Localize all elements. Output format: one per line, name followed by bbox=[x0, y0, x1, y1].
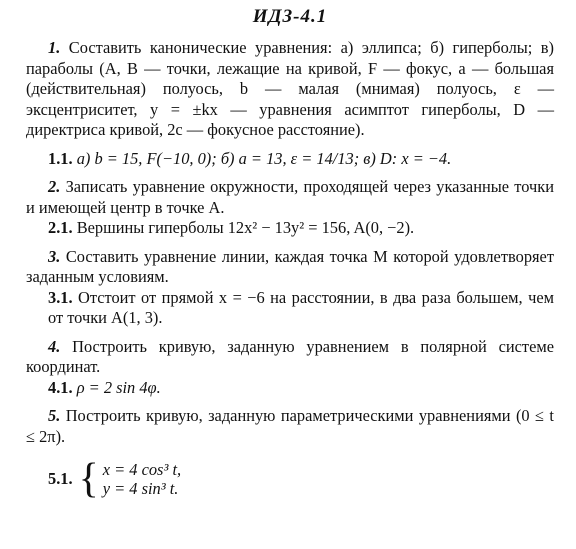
task-1-1-text: а) b = 15, F(−10, 0); б) a = 13, ε = 14/13; в) D: x = −4. bbox=[76, 148, 452, 168]
task-4-text: Построить кривую, заданную уравнением в полярной системе координат. bbox=[26, 336, 554, 376]
task-3-1-text: Отстоит от прямой x = −6 на расстоянии, в два раза большем, чем от точки A(1, 3). bbox=[48, 287, 554, 327]
task-5-number: 5. bbox=[48, 406, 61, 425]
task-3-1 bbox=[26, 288, 554, 329]
task-1-text: Составить канонические уравнения: а) эллипса; б) гиперболы; в) параболы (A, B — точки, лежащие на кривой, F — фокус, a — большая (действительная) полуось, b — малая (мнимая) полуось, ε — эксцентриситет, y = ±kx — уравнения асимптот гиперболы, D — директриса кривой, 2c — фокусное расстояние). bbox=[26, 38, 554, 139]
task-3-number: 3. bbox=[48, 246, 61, 266]
task-4-number: 4. bbox=[48, 336, 61, 356]
task-2-text: Записать уравнение окружности, проходящей через указанные точки и имеющей центр в точке A. bbox=[26, 177, 554, 217]
task-4 bbox=[26, 337, 554, 378]
task-5-text: Построить кривую, заданную параметрическими уравнениями (0 ≤ t ≤ 2π). bbox=[26, 406, 554, 446]
task-1 bbox=[26, 38, 554, 141]
task-3-text: Составить уравнение линии, каждая точка M которой удовлетворяет заданным условиям. bbox=[26, 246, 554, 286]
parametric-equation-y: y = 4 sin³ t. bbox=[102, 479, 179, 498]
task-1-1 bbox=[26, 149, 554, 170]
task-4-1-number: 4.1. bbox=[48, 377, 73, 397]
parametric-equation-x: x = 4 cos³ t, bbox=[102, 460, 182, 479]
document-title: ИДЗ-4.1 bbox=[252, 6, 328, 27]
parametric-system bbox=[103, 460, 181, 498]
task-2-1-number: 2.1. bbox=[48, 218, 73, 237]
task-2-1-text: Вершины гиперболы 12x² − 13y² = 156, A(0, −2). bbox=[76, 218, 415, 237]
task-2-number: 2. bbox=[48, 177, 61, 196]
task-4-1-text: ρ = 2 sin 4φ. bbox=[76, 377, 161, 397]
task-4-1 bbox=[26, 378, 554, 399]
task-3-1-number: 3.1. bbox=[48, 287, 73, 307]
system-brace-icon: { bbox=[78, 456, 99, 502]
task-1-number: 1. bbox=[48, 38, 61, 57]
task-2-1 bbox=[26, 218, 554, 239]
task-3 bbox=[26, 247, 554, 288]
task-5-1 bbox=[26, 456, 554, 502]
task-2 bbox=[26, 177, 554, 218]
task-1-1-number: 1.1. bbox=[48, 148, 73, 168]
task-5-1-number: 5.1. bbox=[48, 469, 73, 488]
task-5 bbox=[26, 406, 554, 447]
